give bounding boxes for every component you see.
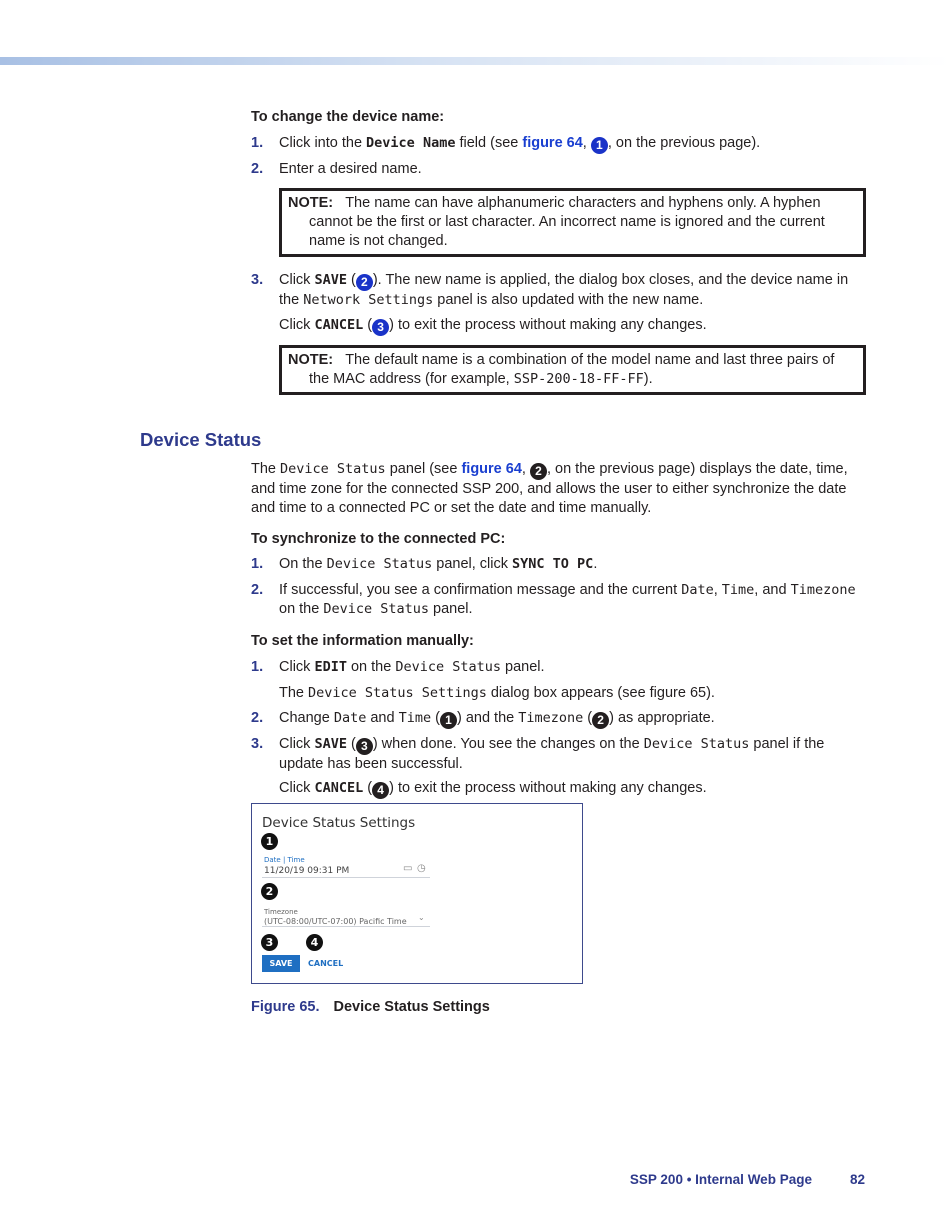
timezone-label: Timezone: [264, 908, 298, 916]
figure-link[interactable]: figure 64: [522, 135, 583, 151]
date-time-value: 11/20/19 09:31 PM: [264, 866, 350, 876]
chevron-down-icon: ⌄: [418, 913, 425, 922]
field-underline: [262, 877, 430, 878]
callout-1-icon: 1: [591, 137, 608, 154]
note-label: NOTE:: [288, 195, 334, 211]
step-number: 3.: [251, 272, 264, 288]
intro-paragraph: The Device Status panel (see figure 64, 2 , on the previous page) displays the date, time, and time zone for the connected SSP 200, and allows the user to either synchronize the date and time to a connected PC or set the date and time manually.: [251, 461, 848, 516]
section-title: Device Status: [140, 429, 262, 450]
callout-2-icon: 2: [261, 883, 278, 900]
step-manual-3: Click SAVE ( 3 ) when done. You see the changes on the Device Status panel if the update has been successful.: [279, 736, 825, 772]
callout-4-icon: 4: [372, 782, 389, 799]
heading-manual: To set the information manually:: [251, 633, 474, 649]
step-change-2: Enter a desired name.: [279, 161, 422, 177]
field-underline: [262, 926, 430, 927]
header-band: [0, 57, 950, 65]
heading-sync: To synchronize to the connected PC:: [251, 531, 506, 547]
step-change-3: Click SAVE ( 2 ). The new name is applied, the dialog box closes, and the device name in the Network Settings panel is also updated with the new name.: [279, 272, 849, 308]
step-manual-1: Click EDIT on the Device Status panel.: [279, 659, 545, 675]
callout-3-icon: 3: [372, 319, 389, 336]
figure-link[interactable]: figure 64: [461, 461, 522, 477]
step-manual-3-cancel: Click CANCEL ( 4 ) to exit the process without making any changes.: [279, 780, 707, 797]
date-time-label: Date | Time: [264, 856, 305, 864]
step-number: 2.: [251, 582, 264, 598]
step-manual-1-result: The Device Status Settings dialog box appears (see figure 65).: [279, 685, 715, 701]
page-footer: [630, 1170, 865, 1189]
note-label: NOTE:: [288, 352, 334, 368]
callout-3-icon: 3: [261, 934, 278, 951]
heading-change-name: To change the device name:: [251, 109, 445, 125]
timezone-value: (UTC-08:00/UTC-07:00) Pacific Time: [264, 917, 407, 926]
footer-product: SSP 200 • Internal Web Page: [629, 1172, 812, 1187]
callout-3-icon: 3: [356, 738, 373, 755]
callout-4-icon: 4: [306, 934, 323, 951]
step-number: 3.: [251, 736, 264, 752]
cancel-button: CANCEL: [308, 959, 344, 968]
dialog-title: Device Status Settings: [262, 815, 416, 831]
step-number: 1.: [251, 135, 264, 151]
step-manual-2: Change Date and Time ( 1 ) and the Timezone ( 2 ) as appropriate.: [279, 710, 715, 727]
callout-2-icon: 2: [356, 274, 373, 291]
callout-1-icon: 1: [261, 833, 278, 850]
note-box-name-rules: NOTE: The name can have alphanumeric characters and hyphens only. A hyphen cannot be the first or last character. An incorrect name is ignored and the current name is not changed.: [279, 188, 866, 257]
step-change-3-cancel: Click CANCEL ( 3 ) to exit the process without making any changes.: [279, 317, 707, 334]
calendar-icon: ▭: [403, 863, 413, 874]
save-button: SAVE: [262, 955, 300, 972]
step-number: 1.: [251, 556, 264, 572]
clock-icon: ◷: [417, 863, 426, 874]
callout-1-icon: 1: [440, 712, 457, 729]
step-number: 2.: [251, 161, 264, 177]
page-number: 82: [849, 1172, 865, 1187]
step-change-1: Click into the Device Name field (see figure 64, 1 , on the previous page).: [279, 135, 761, 152]
device-status-settings-figure: [251, 803, 583, 984]
step-number: 2.: [251, 710, 264, 726]
step-sync-1: On the Device Status panel, click SYNC TO PC.: [279, 556, 598, 572]
step-sync-2: If successful, you see a confirmation message and the current Date, Time, and Timezone on the Device Status panel.: [279, 582, 856, 617]
step-number: 1.: [251, 659, 264, 675]
figure-caption: Figure 65. Device Status Settings: [251, 999, 490, 1015]
note-box-default-name: NOTE: The default name is a combination of the model name and last three pairs of the MAC address (for example, SSP-200-18-FF-FF).: [279, 345, 866, 395]
callout-2-icon: 2: [592, 712, 609, 729]
callout-2-icon: 2: [530, 463, 547, 480]
